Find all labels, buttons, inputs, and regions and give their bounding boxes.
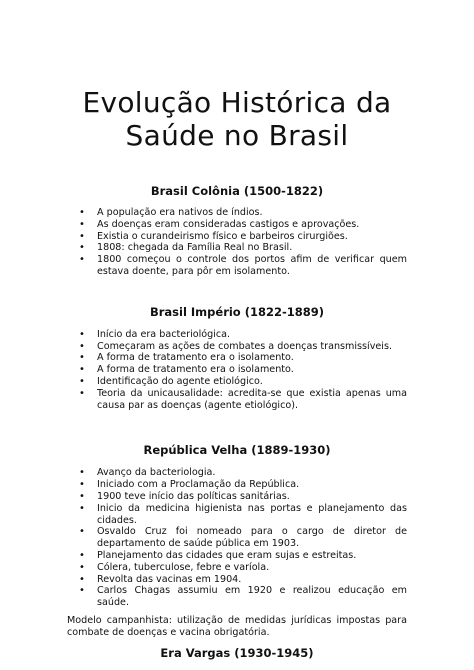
section-republica-velha — [67, 443, 407, 638]
list-item: • A população era nativos de índios. — [67, 207, 407, 219]
section-era-vargas — [67, 646, 407, 660]
list-item: • Identificação do agente etiológico. — [67, 376, 407, 388]
list-item: • Iniciado com a Proclamação da República. — [67, 479, 407, 491]
list-item: • 1900 teve início das políticas sanitárias. — [67, 491, 407, 503]
list-item: • Existia o curandeirismo físico e barbeiros cirurgiões. — [67, 231, 407, 243]
list-item: • 1808: chegada da Família Real no Brasil. — [67, 242, 407, 254]
section-heading: Era Vargas (1930-1945) — [160, 645, 314, 660]
list-item: • A forma de tratamento era o isolamento. — [67, 364, 407, 376]
list-item: • Planejamento das cidades que eram sujas e estreitas. — [67, 550, 407, 562]
list-item: • Avanço da bacteriologia. — [67, 467, 407, 479]
list-item: • As doenças eram consideradas castigos e aprovações. — [67, 219, 407, 231]
bullet-list — [67, 329, 407, 412]
section-heading: República Velha (1889-1930) — [143, 443, 331, 458]
list-item: • A forma de tratamento era o isolamento. — [67, 352, 407, 364]
list-item: • Revolta das vacinas em 1904. — [67, 574, 407, 586]
bullet-list — [67, 207, 407, 278]
section-brasil-colonia — [67, 184, 407, 278]
list-item: • Início da era bacteriológica. — [67, 329, 407, 341]
list-item: • Teoria da unicausalidade: acredita-se que existia apenas uma causa par as doenças (agente etiológico). — [67, 388, 407, 412]
list-item: • 1800 começou o controle dos portos afim de verificar quem estava doente, para pôr em isolamento. — [67, 254, 407, 278]
bullet-list — [67, 467, 407, 609]
document-title: Evolução Histórica da Saúde no Brasil — [82, 86, 392, 152]
list-item: • Cólera, tuberculose, febre e varíola. — [67, 562, 407, 574]
section-heading: Brasil Império (1822-1889) — [149, 304, 325, 319]
list-item: • Inicio da medicina higienista nas portas e planejamento das cidades. — [67, 503, 407, 527]
section-heading: Brasil Colônia (1500-1822) — [150, 184, 324, 198]
list-item: • Carlos Chagas assumiu em 1920 e realizou educação em saúde. — [67, 585, 407, 609]
list-item: • Osvaldo Cruz foi nomeado para o cargo de diretor de departamento de saúde pública em 1903. — [67, 526, 407, 550]
section-brasil-imperio — [67, 305, 407, 412]
paragraph-modelo-campanhista: Modelo campanhista: utilização de medidas jurídicas impostas para combate de doenças e vacina obrigatória. — [67, 614, 407, 638]
list-item: • Começaram as ações de combates a doenças transmissíveis. — [67, 341, 407, 353]
